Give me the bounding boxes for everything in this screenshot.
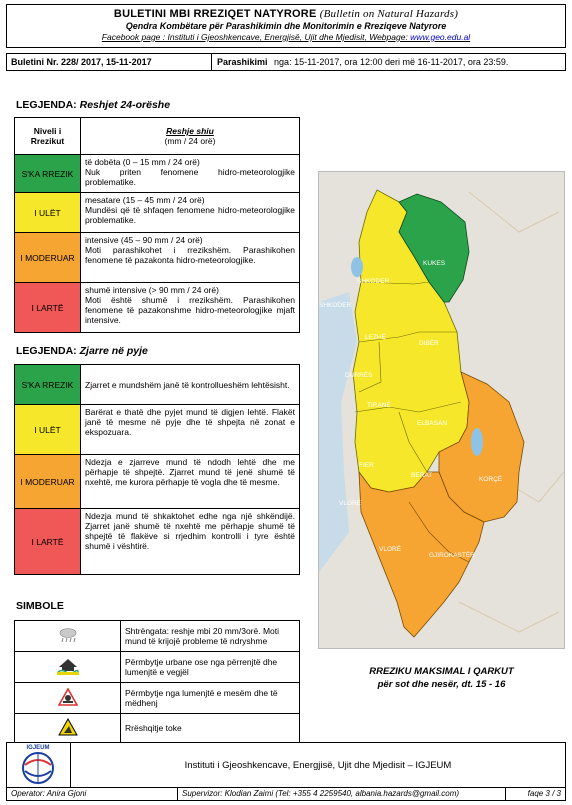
map-label: KORÇË [479, 476, 503, 483]
symbol-desc: Shtrëngata: reshje mbi 20 mm/3orë. Moti mund të krijojë probleme të ndryshme [121, 621, 300, 652]
forecast-text: nga: 15-11-2017, ora 12:00 deri më 16-11-2017, ora 23:59. [274, 57, 509, 67]
landslide-icon [15, 714, 121, 743]
rain-column-unit: (mm / 24 orë) [164, 136, 216, 146]
level-cell: S'KA RREZIK [15, 365, 81, 405]
rain-desc: Moti parashikohet i rrezikshëm. Parashikohen fenomene të pazakonta hidro-meteorologjike. [85, 245, 295, 265]
bulletin-page [6, 4, 566, 801]
map-caption-line2: për sot dhe nesër, dt. 15 - 16 [377, 679, 506, 690]
rain-desc: Moti është shumë i rrezikshëm. Parashikohen fenomene të pazakonshme hidro-meteorologjike mjaft intensive. [85, 295, 295, 325]
table-row [15, 233, 300, 283]
table-row [15, 365, 300, 405]
logo-text: IGJEUM [26, 745, 50, 751]
forecast-period [212, 54, 565, 70]
fire-legend-title [16, 345, 148, 357]
operator: Operator: Anira Gjoni [11, 789, 87, 798]
footer-institute: Instituti i Gjeoshkencave, Energjisë, Ujit dhe Mjedisit – IGJEUM [184, 759, 452, 771]
river-flood-icon [15, 683, 121, 714]
igjeum-logo [7, 743, 71, 787]
map-label: GJIROKASTËR [429, 552, 475, 559]
map-label: SHKODER [357, 278, 390, 285]
map-label: VLORË [379, 546, 402, 553]
rain-desc: Nuk priten fenomene hidro-meteorologjike problematike. [85, 167, 295, 187]
symbols-title: SIMBOLE [16, 600, 64, 612]
urban-flood-icon [15, 652, 121, 683]
bulletin-info-row [6, 53, 566, 71]
level-cell: S'KA RREZIK [15, 155, 81, 193]
level-cell: I ULËT [15, 193, 81, 233]
symbol-desc: Përmbytje urbane ose nga përrenjtë dhe lumenjtë e vegjël [121, 652, 300, 683]
table-row [15, 455, 300, 509]
map-label: SHKODER [319, 302, 352, 309]
map-label: ELBASAN [417, 420, 447, 427]
table-row [15, 283, 300, 333]
table-row [15, 155, 300, 193]
legend-prefix: LEGJENDA: [16, 345, 77, 357]
desc-cell [81, 283, 300, 333]
footer [6, 742, 566, 788]
bulletin-number: Buletini Nr. 228/ 2017, 15-11-2017 [7, 54, 212, 70]
legend-prefix: LEGJENDA: [16, 99, 77, 111]
rain-column-title: Reshje shiu [166, 126, 214, 136]
map-label: LEZHË [365, 334, 386, 341]
footer-bottom [6, 788, 566, 801]
header-title [7, 8, 565, 20]
symbol-desc: Përmbytje nga lumenjtë e mesëm dhe të mëdhenj [121, 683, 300, 714]
map-caption-line1: RREZIKU MAKSIMAL I QARKUT [369, 666, 514, 677]
rain-legend-table [14, 117, 300, 333]
level-cell: I ULËT [15, 405, 81, 455]
table-row [15, 405, 300, 455]
table-row [15, 714, 300, 743]
map-label: TIRANË [367, 402, 391, 409]
rain-column-header [81, 118, 300, 155]
legend-title-text: Zjarre në pyje [79, 345, 148, 357]
title-text: BULETINI MBI RREZIQET NATYRORE [113, 8, 317, 20]
level-cell: I MODERUAR [15, 233, 81, 283]
desc-cell [81, 155, 300, 193]
rain-legend-header-row [15, 118, 300, 155]
map-label: FIER [359, 462, 374, 469]
website-link[interactable]: www.geo.edu.al [410, 32, 471, 42]
symbol-desc: Rrëshqitje toke [121, 714, 300, 743]
forecast-label: Parashikimi [217, 57, 268, 67]
header-links [7, 32, 565, 42]
map-caption [318, 665, 565, 691]
supervisor: Supervizor: Klodian Zaimi (Tel: +355 4 2259540, albania.hazards@gmail.com) [177, 788, 505, 800]
storm-cloud-icon [15, 621, 121, 652]
rain-desc: Mundësi që të shfaqen fenomene hidro-meteorologjike problematike. [85, 205, 295, 225]
risk-map [318, 171, 565, 649]
map-label: DURRËS [345, 372, 373, 379]
legend-title-text: Reshjet 24-orëshe [79, 99, 171, 111]
desc-cell [81, 193, 300, 233]
desc-cell: Zjarret e mundshëm janë të kontrollueshëm lehtësisht. [81, 365, 300, 405]
rain-legend-title [16, 99, 170, 111]
header-subtitle: Qendra Kombëtare për Parashikimin dhe Monitorimin e Rreziqeve Natyrore [125, 21, 447, 31]
map-label: VLORE [339, 500, 362, 507]
desc-cell [81, 233, 300, 283]
rain-range: të dobëta (0 – 15 mm / 24 orë) [85, 157, 200, 167]
facebook-link[interactable]: Facebook page : Instituti i Gjeoshkencave, Energjisë, Ujit dhe Mjedisit, Webpage: [101, 32, 411, 42]
rain-range: shumë intensive (> 90 mm / 24 orë) [85, 285, 219, 295]
map-label: BERAT [411, 472, 433, 479]
level-cell: I MODERUAR [15, 455, 81, 509]
fire-legend-table [14, 364, 300, 575]
level-cell: I LARTË [15, 283, 81, 333]
table-row [15, 509, 300, 575]
albania-map [319, 172, 565, 649]
table-row [15, 193, 300, 233]
rain-range: intensive (45 – 90 mm / 24 orë) [85, 235, 203, 245]
level-column-header: Niveli i Rrezikut [15, 118, 81, 155]
table-row [15, 621, 300, 652]
map-label: DIBËR [419, 340, 439, 347]
page-number: faqe 3 / 3 [505, 788, 565, 800]
symbols-table [14, 620, 300, 743]
header [6, 4, 566, 48]
level-cell: I LARTË [15, 509, 81, 575]
desc-cell: Barërat e thatë dhe pyjet mund të digjen lehtë. Flakët janë të mesme në pyje dhe të shpejta në zonat e ekspozuara. [81, 405, 300, 455]
title-english: (Bulletin on Natural Hazards) [319, 8, 459, 20]
map-label: KUKES [423, 260, 446, 267]
rain-range: mesatare (15 – 45 mm / 24 orë) [85, 195, 205, 205]
table-row [15, 652, 300, 683]
desc-cell: Ndezja e zjarreve mund të ndodh lehtë dhe me përhapje të shpejtë. Zjarret mund të jenë shumë të nxehtë, me kurora përhapje të vogla dhe të mesme. [81, 455, 300, 509]
desc-cell: Ndezja mund të shkaktohet edhe nga një shkëndijë. Zjarret janë shumë të nxehtë me përhapje shumë të shpejtë të flakëve si rrjedhim kontrolli i tyre është shumë i vështirë. [81, 509, 300, 575]
table-row [15, 683, 300, 714]
